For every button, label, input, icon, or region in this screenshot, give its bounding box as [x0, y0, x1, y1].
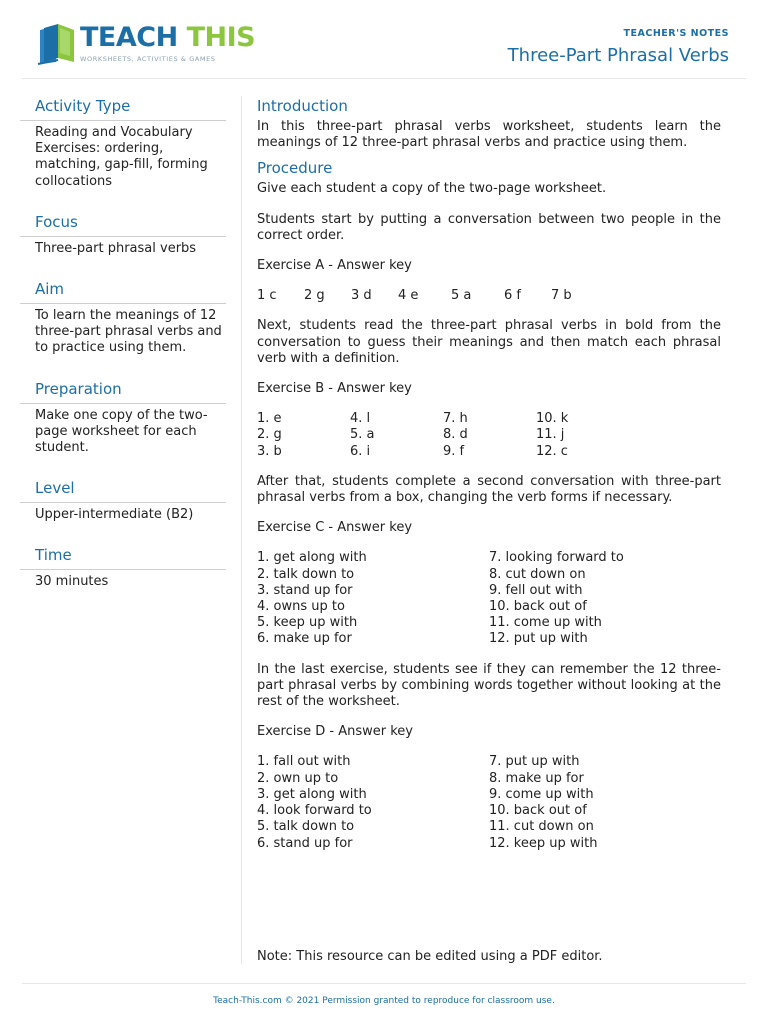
- procedure-heading: Procedure: [257, 159, 333, 178]
- footer-divider: [22, 983, 746, 984]
- document-title: Three-Part Phrasal Verbs: [507, 45, 729, 66]
- answer-item: 2. own up to: [257, 770, 339, 786]
- answer-item: 5. a: [350, 427, 375, 443]
- main-content: [257, 95, 721, 866]
- introduction-heading: Introduction: [257, 97, 348, 115]
- exercise-c-label: Exercise C - Answer key: [257, 520, 413, 536]
- answer-item: 10. k: [536, 411, 569, 427]
- sidebar-heading: Activity Type: [20, 95, 226, 121]
- answer-item: 7. put up with: [489, 754, 580, 770]
- sidebar-body: Make one copy of the two-page worksheet for each student.: [35, 407, 208, 456]
- answer-item: 9. come up with: [489, 786, 594, 802]
- exercise-b-label: Exercise B - Answer key: [257, 381, 412, 397]
- page-header: [0, 0, 768, 80]
- sidebar-section-time: [20, 544, 226, 590]
- answer-item: 12. keep up with: [489, 835, 598, 851]
- header-divider: [22, 78, 746, 79]
- answer-item: 2. talk down to: [257, 566, 355, 582]
- answer-item: 5. talk down to: [257, 819, 355, 835]
- answer-item: 8. d: [443, 427, 468, 443]
- answer-item: 4 e: [398, 288, 419, 304]
- answer-item: 4. owns up to: [257, 599, 345, 615]
- header-titles: [508, 28, 729, 66]
- exercise-a-answers: [257, 288, 721, 304]
- logo-tagline: WORKSHEETS, ACTIVITIES & GAMES: [80, 55, 216, 63]
- procedure-paragraph: Students start by putting a conversation between two people in the correct order.: [257, 211, 721, 243]
- sidebar-body: Reading and Vocabulary Exercises: ordering, matching, gap-fill, forming collocations: [35, 125, 208, 189]
- sidebar-heading: Aim: [20, 278, 226, 304]
- answer-item: 3. stand up for: [257, 582, 353, 598]
- sidebar-body: 30 minutes: [35, 574, 109, 590]
- answer-item: 12. put up with: [489, 631, 588, 647]
- answer-item: 8. cut down on: [489, 566, 586, 582]
- answer-item: 6. make up for: [257, 631, 352, 647]
- sidebar-section-activity-type: [20, 95, 226, 190]
- answer-item: 3. get along with: [257, 786, 367, 802]
- answer-item: 8. make up for: [489, 770, 584, 786]
- answer-item: 1. get along with: [257, 550, 367, 566]
- sidebar-section-focus: [20, 211, 226, 257]
- sidebar-body: Upper-intermediate (B2): [35, 507, 194, 523]
- logo-wordmark: TEACH THIS: [80, 22, 256, 53]
- procedure-paragraph: In the last exercise, students see if they can remember the 12 three-part phrasal verbs by combining words together without looking at the rest of the worksheet.: [257, 661, 721, 710]
- sidebar: [20, 95, 226, 612]
- sidebar-section-aim: [20, 278, 226, 357]
- answer-item: 4. l: [350, 411, 371, 427]
- exercise-d-label: Exercise D - Answer key: [257, 724, 413, 740]
- answer-item: 11. j: [536, 427, 565, 443]
- exercise-a-label: Exercise A - Answer key: [257, 258, 412, 274]
- answer-item: 3. b: [257, 443, 282, 459]
- teachers-notes-label: TEACHER'S NOTES: [623, 28, 729, 39]
- sidebar-heading: Preparation: [20, 378, 226, 404]
- answer-item: 7. looking forward to: [489, 550, 624, 566]
- answer-item: 12. c: [536, 443, 568, 459]
- answer-item: 7 b: [551, 288, 572, 304]
- answer-item: 2. g: [257, 427, 282, 443]
- book-logo-icon: [36, 22, 76, 66]
- answer-item: 5. keep up with: [257, 615, 358, 631]
- answer-item: 6 f: [504, 288, 521, 304]
- procedure-paragraph: After that, students complete a second conversation with three-part phrasal verbs from a box, changing the verb forms if necessary.: [257, 473, 721, 506]
- footer-copyright[interactable]: Teach-This.com © 2021 Permission granted to reproduce for classroom use.: [213, 996, 555, 1006]
- answer-item: 6. i: [350, 443, 371, 459]
- procedure-paragraph: Give each student a copy of the two-page worksheet.: [257, 181, 607, 197]
- exercise-b-answers: [257, 411, 721, 460]
- exercise-c-answers: [257, 550, 721, 647]
- sidebar-heading: Time: [20, 544, 226, 570]
- answer-item: 1. e: [257, 411, 282, 427]
- sidebar-section-preparation: [20, 378, 226, 457]
- answer-item: 2 g: [304, 288, 325, 304]
- answer-item: 4. look forward to: [257, 803, 372, 819]
- answer-item: 7. h: [443, 411, 468, 427]
- answer-item: 5 a: [451, 288, 472, 304]
- answer-item: 11. come up with: [489, 615, 602, 631]
- answer-item: 3 d: [351, 288, 372, 304]
- sidebar-heading: Focus: [20, 211, 226, 237]
- answer-item: 11. cut down on: [489, 819, 594, 835]
- column-divider: [241, 96, 242, 964]
- procedure-paragraph: Next, students read the three-part phrasal verbs in bold from the conversation to guess their meanings and then match each phrasal verb with a definition.: [257, 318, 721, 366]
- teach-this-logo[interactable]: [36, 22, 255, 70]
- answer-item: 9. fell out with: [489, 582, 583, 598]
- introduction-text: In this three-part phrasal verbs worksheet, students learn the meanings of 12 three-part phrasal verbs and practice using them.: [257, 119, 721, 151]
- answer-item: 10. back out of: [489, 599, 587, 615]
- answer-item: 6. stand up for: [257, 835, 353, 851]
- sidebar-body: To learn the meanings of 12 three-part phrasal verbs and to practice using them.: [35, 308, 222, 356]
- sidebar-body: Three-part phrasal verbs: [35, 240, 197, 256]
- sidebar-section-level: [20, 477, 226, 523]
- sidebar-heading: Level: [20, 477, 226, 503]
- pdf-editor-note: Note: This resource can be edited using a PDF editor.: [257, 949, 603, 964]
- exercise-d-answers: [257, 754, 721, 851]
- answer-item: 10. back out of: [489, 803, 587, 819]
- answer-item: 1. fall out with: [257, 754, 351, 770]
- answer-item: 1 c: [257, 288, 277, 304]
- answer-item: 9. f: [443, 443, 465, 459]
